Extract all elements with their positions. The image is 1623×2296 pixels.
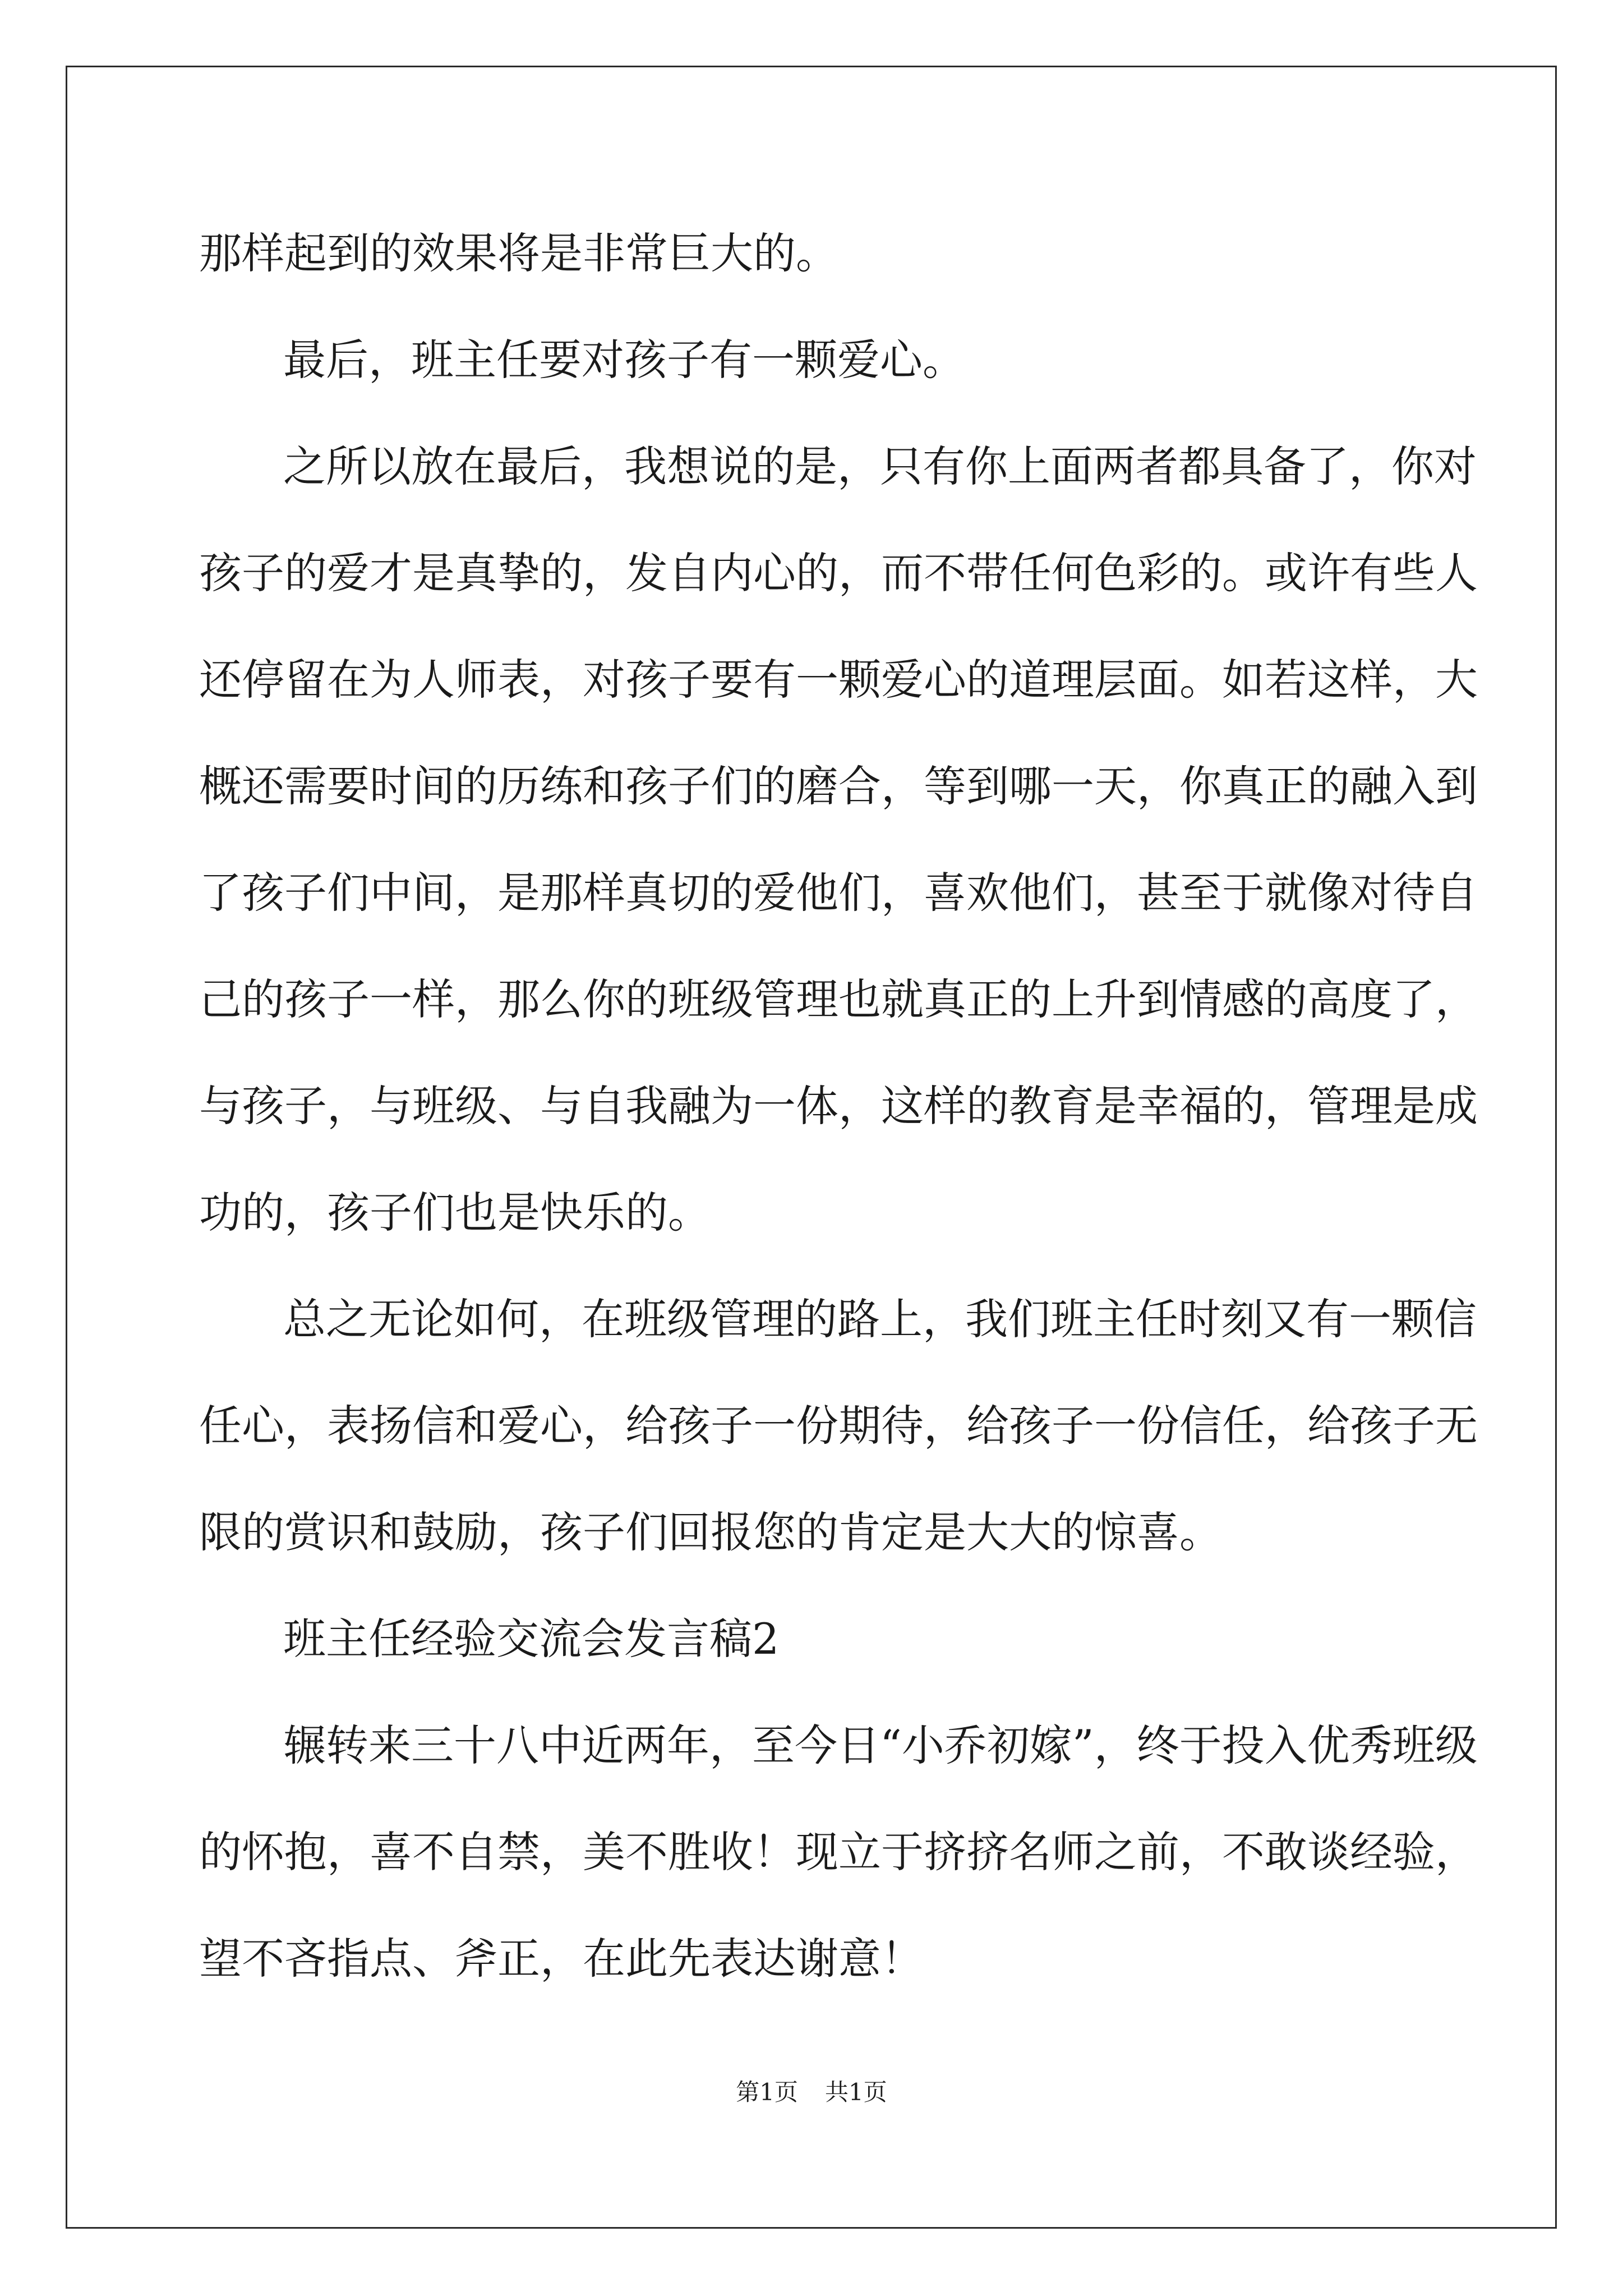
text-line: 的怀抱，喜不自禁，美不胜收！现立于挤挤名师之前，不敢谈经验， [199,1827,1478,1877]
text-line: 辗转来三十八中近两年，至今日“小乔初嫁”，终于投入优秀班级 [283,1720,1478,1770]
text-line: 那样起到的效果将是非常巨大的。 [199,228,838,278]
text-line: 任心，表扬信和爱心，给孩子一份期待，给孩子一份信任，给孩子无 [199,1401,1478,1451]
text-line: 概还需要时间的历练和孩子们的磨合，等到哪一天，你真正的融入到 [199,761,1478,811]
section-heading: 班主任经验交流会发言稿2 [283,1614,780,1664]
text-line: 了孩子们中间，是那样真切的爱他们，喜欢他们，甚至于就像对待自 [199,868,1478,918]
text-line: 还停留在为人师表，对孩子要有一颗爱心的道理层面。如若这样，大 [199,655,1478,705]
text-line: 己的孩子一样，那么你的班级管理也就真正的上升到情感的高度了， [199,974,1478,1024]
text-line: 限的赏识和鼓励，孩子们回报您的肯定是大大的惊喜。 [199,1507,1222,1557]
document-body [199,200,1478,2012]
page-footer [0,2076,1623,2109]
text-line: 孩子的爱才是真挚的，发自内心的，而不带任何色彩的。或许有些人 [199,548,1478,598]
text-line: 总之无论如何，在班级管理的路上，我们班主任时刻又有一颗信 [283,1294,1477,1344]
page-number: 第1页 [736,2078,798,2106]
text-line: 最后，班主任要对孩子有一颗爱心。 [283,335,965,385]
text-line: 与孩子，与班级、与自我融为一体，这样的教育是幸福的，管理是成 [199,1081,1478,1131]
total-pages: 共1页 [825,2078,887,2106]
text-line: 功的，孩子们也是快乐的。 [199,1188,711,1237]
text-line: 之所以放在最后，我想说的是，只有你上面两者都具备了，你对 [283,441,1477,491]
text-line: 望不吝指点、斧正，在此先表达谢意！ [199,1934,924,1984]
